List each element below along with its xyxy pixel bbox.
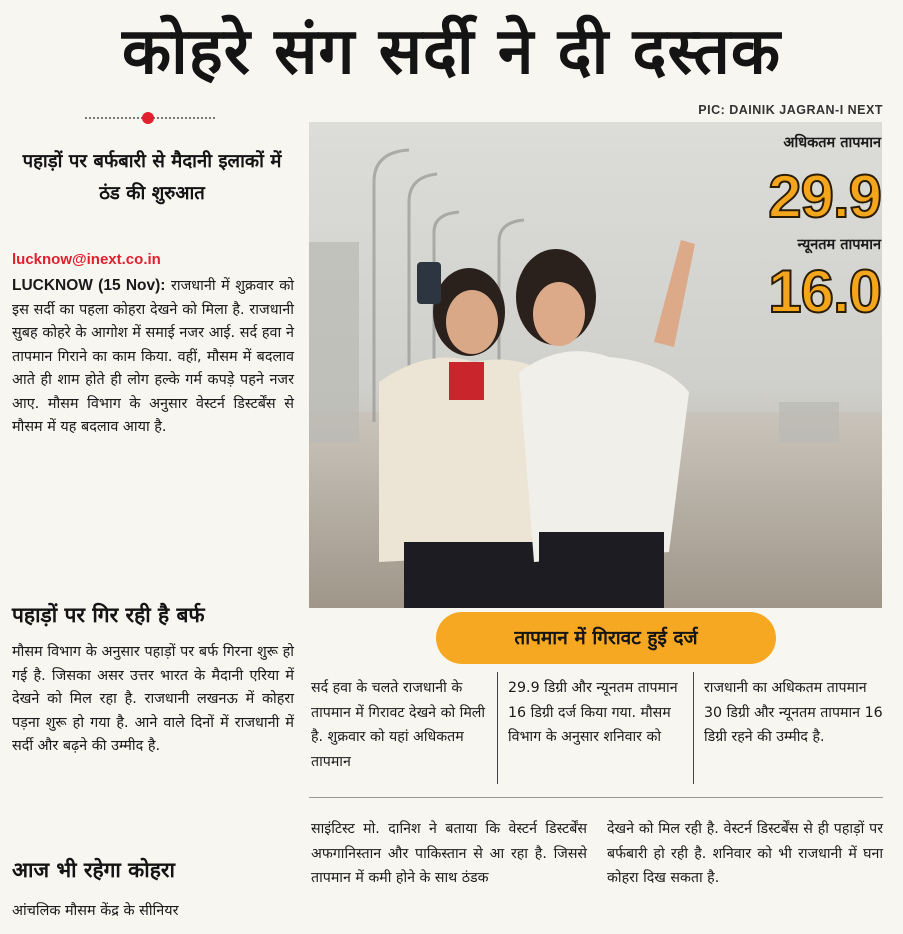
column-3-text: राजधानी का अधिकतम तापमान 30 डिग्री और न्यूनतम तापमान 16 डिग्री रहने की उम्मीद है. (704, 680, 883, 745)
column-2-text: 29.9 डिग्री और न्यूनतम तापमान 16 डिग्री दर्ज किया गया. मौसम विभाग के अनुसार शनिवार को (508, 680, 678, 745)
intro-paragraph (12, 274, 294, 440)
subheadline: पहाड़ों पर बर्फबारी से मैदानी इलाकों में ठंड की शुरुआत (22, 151, 282, 204)
min-temp-value: 16.0 (768, 258, 881, 325)
column-divider (693, 672, 694, 784)
section-banner: तापमान में गिरावट हुई दर्ज (436, 612, 776, 664)
column-1-text: सर्द हवा के चलते राजधानी के तापमान में गिरावट देखने को मिली है. शुक्रवार को यहां अधिकतम तापमान (311, 680, 486, 770)
photo-credit: PIC: DAINIK JAGRAN-I NEXT (698, 103, 883, 117)
bottom-column-1: साइंटिस्ट मो. दानिश ने बताया कि वेस्टर्न डिस्टर्बेंस अफगानिस्तान और पाकिस्तान से आ रहा है. जिससे तापमान में कमी होने के साथ ठंडक (311, 821, 587, 886)
column-divider (497, 672, 498, 784)
dateline: LUCKNOW (15 Nov): (12, 277, 166, 294)
max-temp-label: अधिकतम तापमान (783, 135, 881, 151)
bottom-column-2: देखने को मिल रही है. वेस्टर्न डिस्टर्बेंस से ही पहाड़ों पर बर्फबारी हो रही है. शनिवार को भी राजधानी में घना कोहरा दिख सकता है. (607, 821, 883, 886)
min-temp-label: न्यूनतम तापमान (797, 237, 881, 253)
red-dot-icon (142, 112, 154, 124)
intro-text: राजधानी में शुक्रवार को इस सर्दी का पहला कोहरा देखने को मिला है. राजधानी सुबह कोहरे के आगोश में समाई नजर आई. सर्द हवा ने तापमान गिराने का काम किया. वहीं, मौसम में बदलाव आते ही शाम होते ही लोग हल्के गर्म कपड़े पहने नजर आए. मौसम विभाग के अनुसार वेस्टर्न डिस्टर्बेंस से मौसम में यह बदलाव आया है. (12, 278, 294, 435)
ornamental-divider (85, 117, 215, 119)
section-text-snowfall: मौसम विभाग के अनुसार पहाड़ों पर बर्फ गिरना शुरू हो गई है. जिसका असर उत्तर भारत के मैदानी एरिया में देखने को मिल रहा है. राजधानी लखनऊ में कोहरा पड़ना शुरू हो गया है. आने वाले दिनों में राजधानी में सर्दी और बढ़ने की उम्मीद है. (12, 644, 294, 754)
headline: कोहरे संग सर्दी ने दी दस्तक (121, 15, 781, 89)
section-heading-fog: आज भी रहेगा कोहरा (12, 858, 175, 882)
horizontal-rule (309, 797, 883, 798)
section-text-fog: आंचलिक मौसम केंद्र के सीनियर (12, 903, 179, 919)
section-heading-snowfall: पहाड़ों पर गिर रही है बर्फ (12, 603, 205, 627)
email-link[interactable]: lucknow@inext.co.in (12, 251, 161, 268)
max-temp-value: 29.9 (768, 163, 881, 230)
